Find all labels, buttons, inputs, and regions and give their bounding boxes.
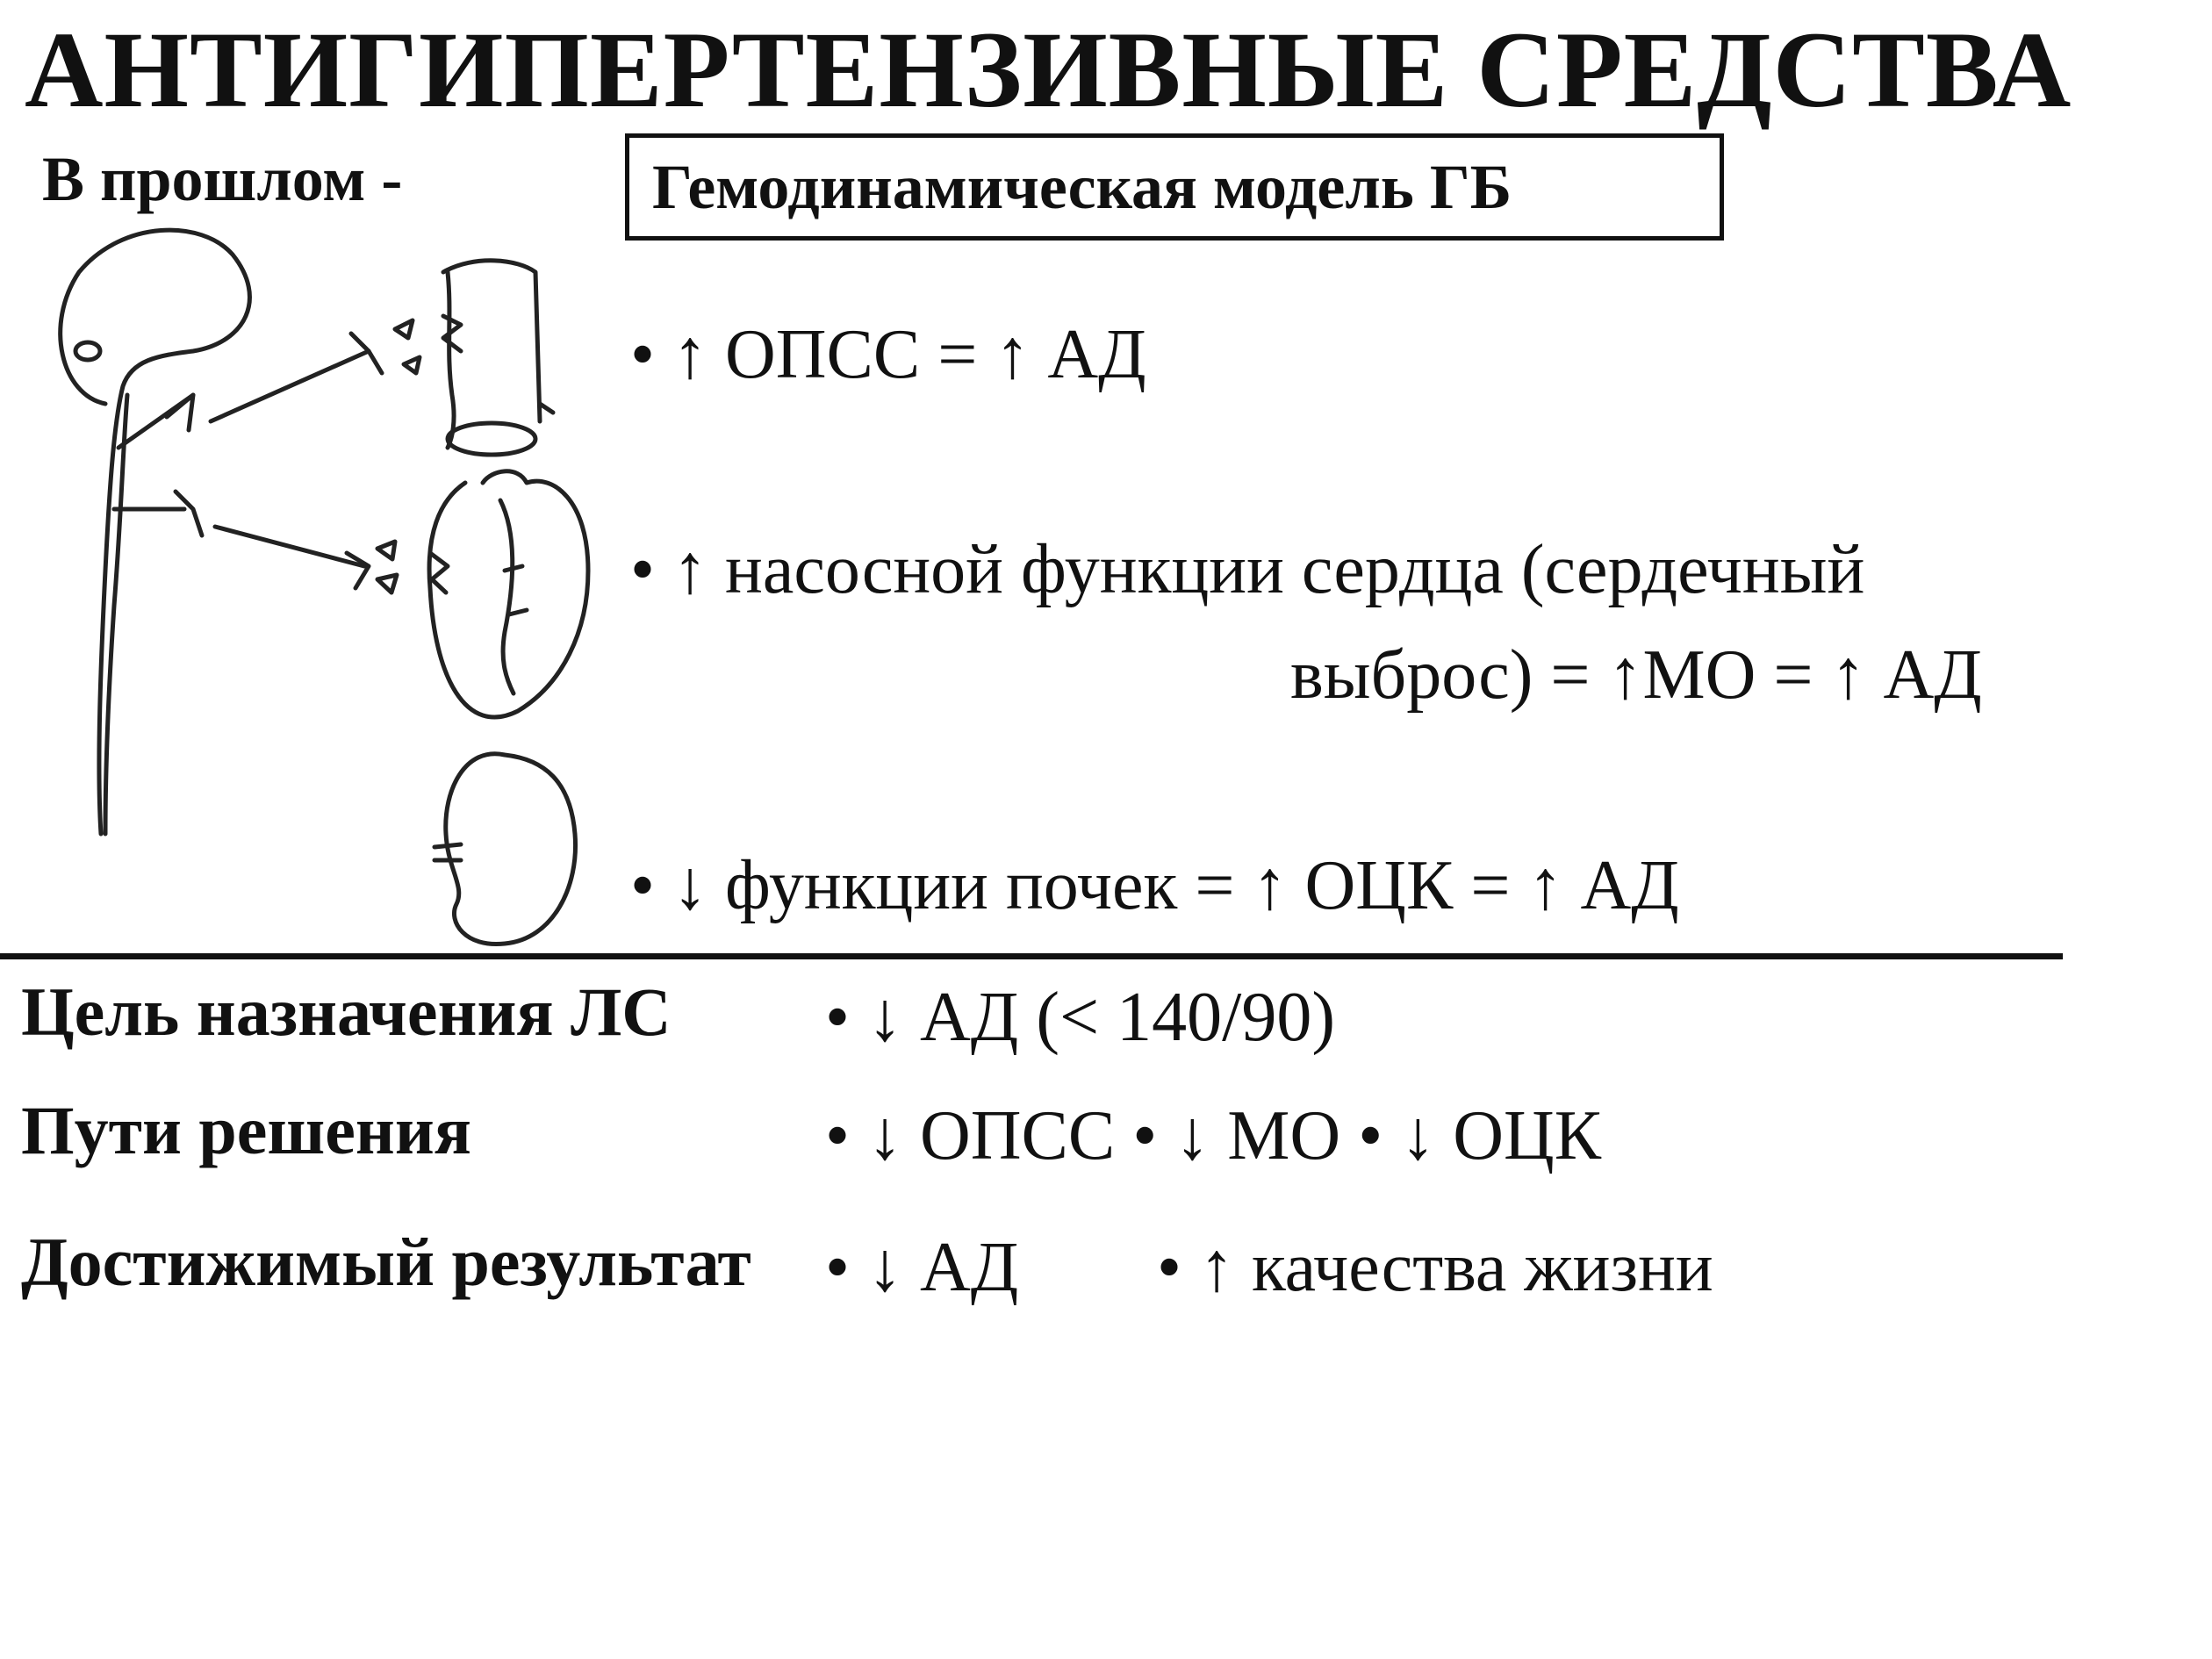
bullet-kidney: • ↓ функции почек = ↑ ОЦК = ↑ АД xyxy=(630,847,1679,924)
result-label: Достижимый результат xyxy=(21,1224,751,1300)
result-value-quality: • ↑ качества жизни xyxy=(1157,1229,1713,1306)
blood-vessel-icon xyxy=(443,261,553,455)
divider xyxy=(0,953,2063,959)
hemodynamic-sketch xyxy=(26,219,623,957)
page-title: АНТИГИПЕРТЕНЗИВНЫЕ СРЕДСТВА xyxy=(25,10,2072,130)
brain-spinal-cord-icon xyxy=(61,230,250,834)
goal-label: Цель назначения ЛС xyxy=(21,973,672,1050)
bullet-opss: • ↑ ОПСС = ↑ АД xyxy=(630,316,1146,393)
bullet-heart-line1: • ↑ насосной функции сердца (сердечный xyxy=(630,531,1865,608)
bullet-heart-line2: выброс) = ↑МО = ↑ АД xyxy=(1290,636,1982,714)
heart-icon xyxy=(429,471,588,717)
model-box-title: Гемодинамическая модель ГБ xyxy=(652,151,1512,222)
result-value-bp: • ↓ АД xyxy=(825,1229,1019,1306)
ways-value: • ↓ ОПСС • ↓ МО • ↓ ОЦК xyxy=(825,1097,1602,1174)
goal-value: • ↓ АД (< 140/90) xyxy=(825,979,1335,1056)
ways-label: Пути решения xyxy=(21,1092,471,1168)
kidney-icon xyxy=(434,754,576,944)
model-box xyxy=(625,133,1724,241)
past-label: В прошлом - xyxy=(42,144,403,214)
